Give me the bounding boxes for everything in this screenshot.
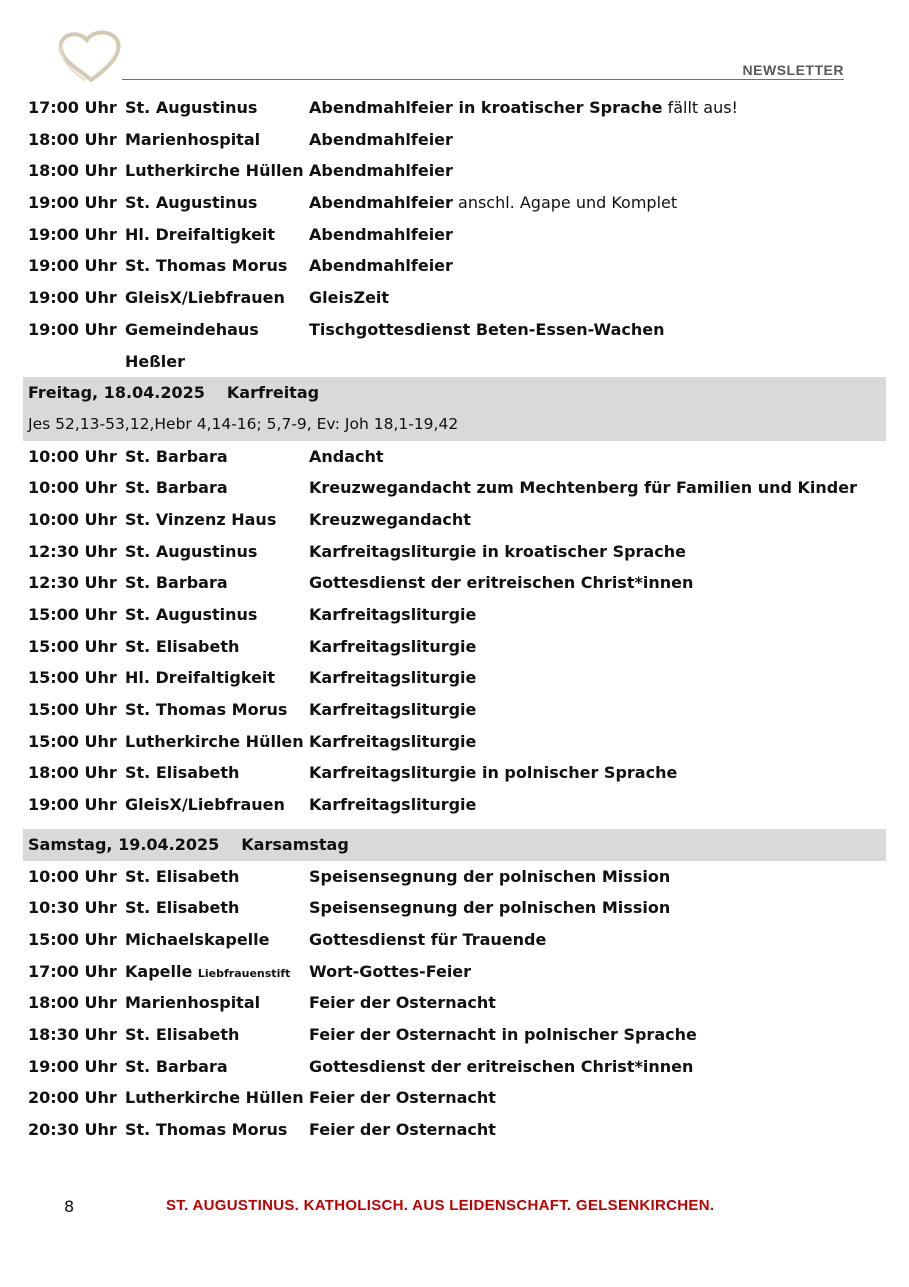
table-row [23,314,886,377]
place: St. Thomas Morus [125,700,288,720]
time: 19:00 Uhr [28,795,117,815]
time: 10:30 Uhr [28,898,117,918]
day-date: Samstag, 19.04.2025 [28,834,220,854]
page-number: 8 [64,1197,75,1216]
section-gap [23,821,886,829]
table-row [23,1082,886,1114]
place: St. Thomas Morus [125,256,288,276]
event: Abendmahlfeier [309,161,453,181]
table-row [23,1051,886,1083]
time: 19:00 Uhr [28,1056,117,1076]
saturday-section [23,861,886,1146]
place: St. Elisabeth [125,763,240,783]
event: Karfreitagsliturgie in polnischer Sprache [309,763,678,783]
event-note: anschl. Agape und Komplet [452,193,678,213]
time: 10:00 Uhr [28,509,117,529]
time: 12:30 Uhr [28,541,117,561]
table-row [23,599,886,631]
place-detail: Liebfrauenstift [197,966,291,980]
schedule [23,92,886,1146]
table-row [23,92,886,124]
time: 10:00 Uhr [28,478,117,498]
time: 17:00 Uhr [28,961,117,981]
event: Feier der Osternacht [309,993,496,1013]
table-row [23,536,886,568]
table-row [23,662,886,694]
place: St. Augustinus [125,541,258,561]
event: Feier der Osternacht in polnischer Sprache [309,1024,697,1044]
event: Wort-Gottes-Feier [309,961,472,981]
table-row [23,250,886,282]
event: Kreuzwegandacht [309,509,471,529]
event-title: Abendmahlfeier in kroatischer Sprache [309,98,663,117]
header-rule [122,79,844,80]
time: 18:30 Uhr [28,1024,117,1044]
table-row [23,987,886,1019]
table-row [23,789,886,821]
event: Andacht [309,446,384,466]
day-date: Freitag, 18.04.2025 [28,383,205,403]
feast-name: Karsamstag [241,834,349,854]
thursday-section [23,92,886,377]
table-row [23,441,886,473]
place: Hl. Dreifaltigkeit [125,668,276,688]
event: Speisensegnung der polnischen Mission [309,866,671,886]
event: Karfreitagsliturgie in kroatischer Sprache [309,541,686,561]
place: St. Barbara [125,573,228,593]
day-title-line [23,829,886,861]
time: 10:00 Uhr [28,866,117,886]
event [309,187,677,219]
table-row [23,726,886,758]
time: 15:00 Uhr [28,668,117,688]
time: 20:00 Uhr [28,1088,117,1108]
table-row [23,1019,886,1051]
place: St. Barbara [125,446,228,466]
place: St. Elisabeth [125,866,240,886]
time: 15:00 Uhr [28,929,117,949]
place: St. Elisabeth [125,1024,240,1044]
event: Abendmahlfeier [309,256,453,276]
time: 15:00 Uhr [28,636,117,656]
place-line-2: Heßler [125,351,185,371]
time: 19:00 Uhr [28,319,117,339]
feast-name: Karfreitag [226,383,320,403]
event: Tischgottesdienst Beten-Essen-Wachen [309,319,665,339]
table-row [23,504,886,536]
place: Michaelskapelle [125,929,270,949]
table-row [23,1114,886,1146]
time: 18:00 Uhr [28,161,117,181]
table-row [23,861,886,893]
table-row [23,155,886,187]
event [309,92,738,124]
time: 12:30 Uhr [28,573,117,593]
readings: Jes 52,13-53,12,Hebr 4,14-16; 5,7-9, Ev: Joh 18,1-19,42 [28,414,459,433]
event: Abendmahlfeier [309,224,453,244]
event: Karfreitagsliturgie [309,795,477,815]
place: Lutherkirche Hüllen [125,161,304,181]
event: Karfreitagsliturgie [309,636,477,656]
time: 18:00 Uhr [28,993,117,1013]
event: Feier der Osternacht [309,1088,496,1108]
place: GleisX/Liebfrauen [125,795,285,815]
table-row [23,567,886,599]
place: St. Augustinus [125,193,258,213]
place: St. Augustinus [125,98,258,117]
event: GleisZeit [309,288,390,308]
event: Feier der Osternacht [309,1120,496,1140]
table-row [23,924,886,956]
place: Lutherkirche Hüllen [125,1088,304,1108]
event: Karfreitagsliturgie [309,668,477,688]
time: 15:00 Uhr [28,731,117,751]
place: St. Elisabeth [125,898,240,918]
place: St. Augustinus [125,605,258,625]
footer-slogan: ST. AUGUSTINUS. KATHOLISCH. AUS LEIDENSCHAFT. GELSENKIRCHEN. [166,1197,715,1214]
event: Kreuzwegandacht zum Mechtenberg für Familien und Kinder [309,478,857,498]
place [125,956,290,990]
place: Marienhospital [125,129,261,149]
time: 10:00 Uhr [28,446,117,466]
table-row [23,956,886,988]
newsletter-label: NEWSLETTER [742,62,844,78]
table-row [23,282,886,314]
time: 20:30 Uhr [28,1120,117,1140]
time: 19:00 Uhr [28,256,117,276]
day-header-friday [23,377,886,440]
place: St. Elisabeth [125,636,240,656]
event: Abendmahlfeier [309,129,453,149]
time: 19:00 Uhr [28,224,117,244]
friday-section [23,441,886,821]
event: Speisensegnung der polnischen Mission [309,898,671,918]
place: GleisX/Liebfrauen [125,288,285,308]
event: Gottesdienst für Trauende [309,929,547,949]
table-row [23,631,886,663]
event: Gottesdienst der eritreischen Christ*innen [309,573,694,593]
time: 19:00 Uhr [28,288,117,308]
event: Karfreitagsliturgie [309,605,477,625]
place [125,314,259,377]
table-row [23,219,886,251]
table-row [23,892,886,924]
time: 18:00 Uhr [28,129,117,149]
event: Karfreitagsliturgie [309,700,477,720]
event-title: Abendmahlfeier [309,193,453,213]
day-header-saturday [23,829,886,861]
place-line-1: Gemeindehaus [125,319,259,339]
table-row [23,124,886,156]
place: St. Thomas Morus [125,1120,288,1140]
place: St. Barbara [125,1056,228,1076]
time: 18:00 Uhr [28,763,117,783]
table-row [23,472,886,504]
place: St. Barbara [125,478,228,498]
time: 15:00 Uhr [28,700,117,720]
time: 19:00 Uhr [28,193,117,213]
day-title-line [23,377,886,409]
event: Gottesdienst der eritreischen Christ*innen [309,1056,694,1076]
place-main: Kapelle [125,961,198,981]
table-row [23,757,886,789]
event: Karfreitagsliturgie [309,731,477,751]
table-row [23,694,886,726]
place: Marienhospital [125,993,261,1013]
heart-logo-icon [55,28,125,84]
place: St. Vinzenz Haus [125,509,277,529]
time: 17:00 Uhr [28,98,117,117]
time: 15:00 Uhr [28,605,117,625]
place: Hl. Dreifaltigkeit [125,224,276,244]
table-row [23,187,886,219]
event-note: fällt aus! [662,98,738,117]
place: Lutherkirche Hüllen [125,731,304,751]
